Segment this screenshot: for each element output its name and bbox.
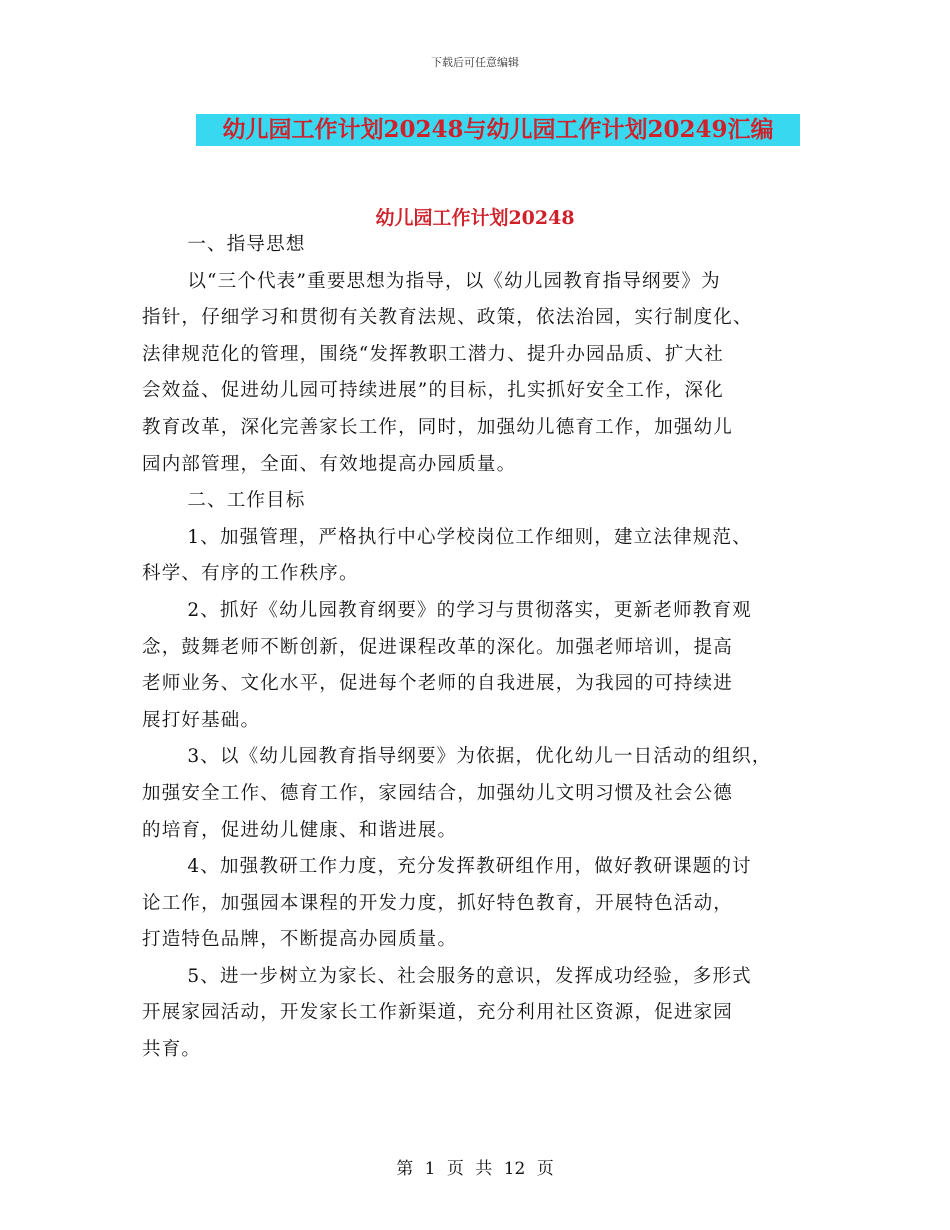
text-line: 念，鼓舞老师不断创新，促进课程改革的深化。加强老师培训，提高 <box>142 636 734 658</box>
heading-guiding-ideology: 一、指导思想 <box>187 234 306 255</box>
goal-item-2 <box>142 593 822 739</box>
text-line: 指针，仔细学习和贯彻有关教育法规、政策，依法治园，实行制度化、 <box>142 307 753 329</box>
section-title: 幼儿园工作计划20248 <box>375 207 575 229</box>
text-line: 园内部管理，全面、有效地提高办园质量。 <box>142 453 517 475</box>
text-line: 以“三个代表”重要思想为指导，以《幼儿园教育指导纲要》为 <box>187 270 721 292</box>
document-title: 幼儿园工作计划20248与幼儿园工作计划20249汇编 <box>196 114 800 146</box>
goal-item-3 <box>142 739 822 849</box>
page-number-footer: 第 1 页 共 12 页 <box>396 1159 554 1179</box>
text-line: 老师业务、文化水平，促进每个老师的自我进展，为我园的可持续进 <box>142 673 734 695</box>
text-line: 教育改革，深化完善家长工作，同时，加强幼儿德育工作，加强幼儿 <box>142 416 734 438</box>
goal-item-5 <box>142 959 822 1069</box>
text-line: 4、加强教研工作力度，充分发挥教研组作用，做好教研课题的讨 <box>187 856 752 878</box>
text-line: 打造特色品牌，不断提高办园质量。 <box>142 929 458 951</box>
text-line: 加强安全工作、德育工作，家园结合，加强幼儿文明习惯及社会公德 <box>142 782 734 804</box>
text-line: 1、加强管理，严格执行中心学校岗位工作细则，建立法律规范、 <box>187 526 752 548</box>
document-body <box>142 227 822 1069</box>
text-line: 的培育，促进幼儿健康、和谐进展。 <box>142 819 458 841</box>
text-line: 展打好基础。 <box>142 709 261 731</box>
text-line: 会效益、促进幼儿园可持续进展”的目标，扎实抓好安全工作，深化 <box>142 380 724 402</box>
text-line: 法律规范化的管理，围绕“发挥教职工潜力、提升办园品质、扩大社 <box>142 343 724 365</box>
paragraph-guiding-ideology <box>142 264 822 484</box>
goal-item-4 <box>142 849 822 959</box>
text-line: 5、进一步树立为家长、社会服务的意识，发挥成功经验，多形式 <box>187 965 752 987</box>
text-line: 开展家园活动，开发家长工作新渠道，充分利用社区资源，促进家园 <box>142 1002 734 1024</box>
text-line: 3、以《幼儿园教育指导纲要》为依据，优化幼儿一日活动的组织， <box>187 746 772 768</box>
page-header-note: 下载后可任意编辑 <box>431 56 519 69</box>
text-line: 共育。 <box>142 1039 202 1061</box>
text-line: 2、抓好《幼儿园教育纲要》的学习与贯彻落实，更新老师教育观 <box>187 599 752 621</box>
goal-item-1 <box>142 520 822 593</box>
text-line: 论工作，加强园本课程的开发力度，抓好特色教育，开展特色活动， <box>142 892 734 914</box>
heading-work-goals: 二、工作目标 <box>187 490 306 512</box>
text-line: 科学、有序的工作秩序。 <box>142 563 359 585</box>
